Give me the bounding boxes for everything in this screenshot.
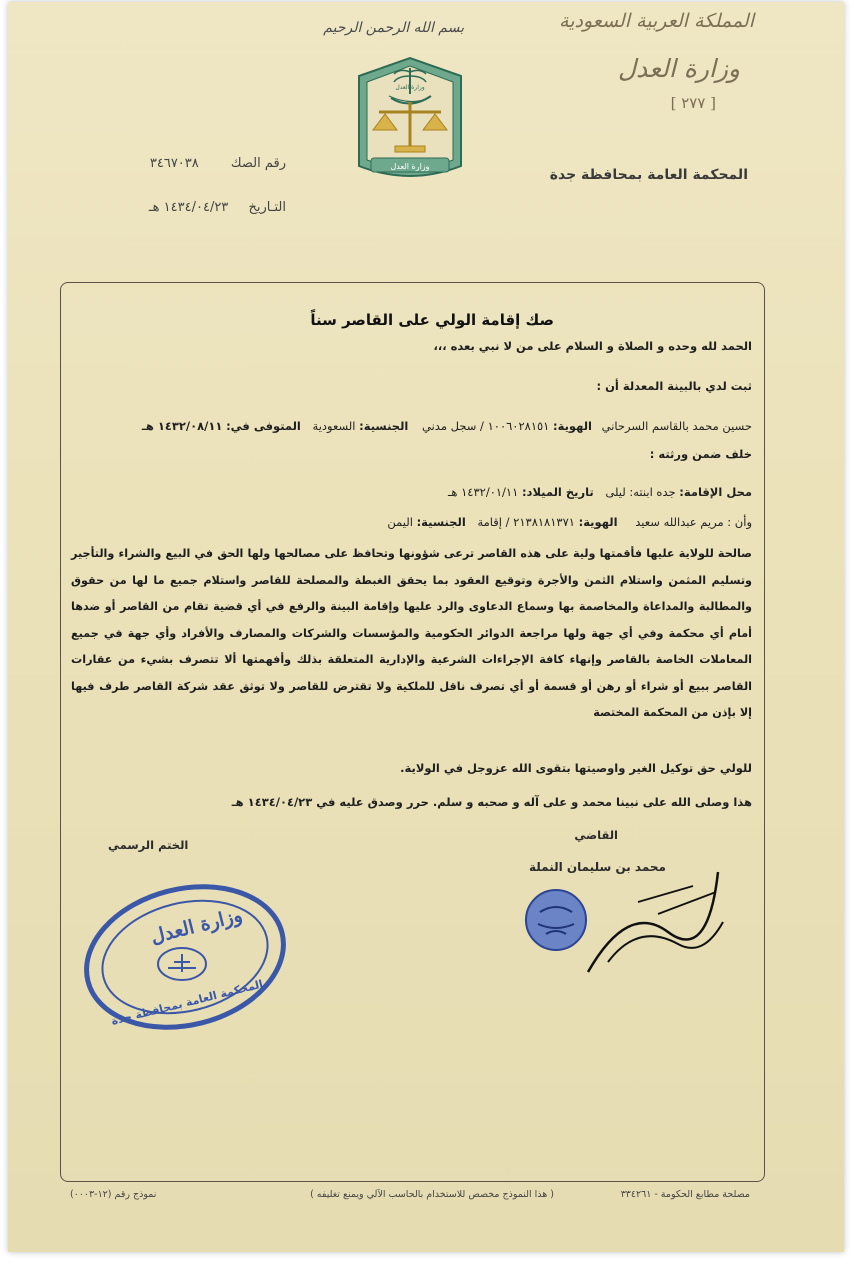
closing-line: هذا وصلى الله على نبينا محمد و على آله و صحبه و سلم. حرر وصدق عليه في ١٤٣٤/٠٤/٢٣ هـ (231, 795, 752, 809)
form-code: [ ٢٧٧ ] (670, 94, 716, 112)
birth-label: تاريخ الميلاد: (521, 485, 594, 499)
printer-note: مصلحة مطابع الحكومة - ٣٣٤٢٦١ (620, 1189, 750, 1200)
deed-number (150, 156, 286, 171)
guardian-nationality-label: الجنسية: (416, 515, 466, 529)
deceased-death-value: ١٤٣٢/٠٨/١١ هـ (141, 419, 223, 433)
guardianship-paragraph: صالحة للولاية عليها فأقمتها ولية على هذه القاصر ترعى شؤونها وتحافظ على مصالحها ولها الحق في البيع والشراء والتأجير وتسليم المثمن واستلام الثمن والأجرة وتوقيع العقود بما يحقق الغبطة والمصلحة للقاصر واستلام جميع ما لها من حقوق والمطالبة والمداعاة والمخاصمة بها وسماع الدعاوى والرد عليها وإقامة البينة والرفع في أي قضية تقام من القاصر أو ضدها أمام أي محكمة وفي أي جهة ولها مراجعة الدوائر الحكومية والمؤسسات والشركات والمصارف والأفراد وأي جهة في جميع المعاملات الخاصة بالقاصر وإنهاء كافة الإجراءات الشرعية والإدارية المتعلقة بذلك وأفهمتها ألا تتصرف بشيء من عقارات القاصر ببيع أو شراء أو رهن أو قسمة أو أي تصرف ناقل للملكية ولا تقترض للقاصر ولا توثق عقد شركة القاصر طرف فيها إلا بإذن من المحكمة المختصة (71, 547, 752, 719)
court-name: المحكمة العامة بمحافظة جدة (549, 167, 748, 183)
birth-value: ١٤٣٢/٠١/١١ هـ (448, 485, 519, 499)
deceased-death-label: المتوفى في: (226, 419, 301, 433)
guardian-id-label: الهوية: (578, 515, 618, 529)
residence-value: جده ابنته: ليلى (605, 485, 676, 499)
seal-label: الختم الرسمي (108, 838, 189, 852)
guardian-id-value: ٢١٣٨١٨١٣٧١ / إقامة (477, 515, 575, 529)
deceased-id-label: الهوية: (553, 419, 592, 433)
proven-line: ثبت لدي بالبينة المعدلة أن : (596, 379, 752, 393)
deceased-nationality-label: الجنسية: (359, 419, 409, 433)
ministry-emblem-icon (351, 54, 469, 186)
basmala: بسم الله الرحمن الرحيم (323, 20, 464, 36)
guardian-nationality-value: اليمن (387, 515, 413, 529)
heirs-line: خلف ضمن ورثته : (649, 447, 752, 461)
guardian-name: وأن : مريم عبدالله سعيد (635, 515, 752, 529)
emblem-top-caption: وزارة العدل (395, 84, 425, 91)
residence-label: محل الإقامة: (679, 485, 752, 499)
deed-title: صك إقامة الولي على القاصر سناً (310, 311, 554, 329)
form-number: نموذج رقم (١٢-٠٠٠٣) (70, 1189, 157, 1200)
stamp-top-text: وزارة العدل (148, 904, 245, 949)
opening-line: الحمد لله وحده و الصلاة و السلام على من لا نبي بعده ،،، (433, 339, 752, 353)
deed-date (149, 200, 286, 215)
court-stamp-icon (78, 882, 293, 1032)
deed-date-label: التـاريخ (248, 200, 286, 215)
kingdom-heading: المملكة العربية السعودية (559, 10, 754, 32)
judge-name: محمد بن سليمان النملة (528, 860, 666, 874)
emblem-caption: وزارة العدل (390, 162, 430, 171)
deed-body-frame (60, 282, 765, 1182)
usage-note: ( هذا النموذج مخصص للاستخدام بالحاسب الآلي ويمنع تغليفه ) (310, 1189, 554, 1200)
guardian-right-line: للولي حق توكيل الغير واوصيتها بتقوى الله عزوجل في الولاية. (400, 761, 752, 775)
guardian-line (387, 515, 752, 529)
judge-signature-icon (518, 862, 733, 982)
deed-number-label: رقم الصك (230, 156, 286, 171)
deceased-name: حسين محمد بالقاسم السرحاني (601, 419, 752, 433)
ministry-heading: وزارة العدل (617, 54, 740, 83)
deceased-nationality-value: السعودية (312, 419, 356, 433)
deed-number-value: ٣٤٦٧٠٣٨ (149, 156, 199, 171)
deceased-id-value: ١٠٠٦٠٢٨١٥١ / سجل مدني (422, 419, 550, 433)
judge-label: القاضي (574, 828, 618, 842)
residence-line (448, 485, 752, 499)
document-page (8, 2, 844, 1252)
deceased-line (142, 419, 752, 433)
deed-date-value: ١٤٣٤/٠٤/٢٣ هـ (148, 200, 229, 215)
stamp-ring-text: المحكمة العامة بمحافظة جدة (109, 977, 265, 1028)
